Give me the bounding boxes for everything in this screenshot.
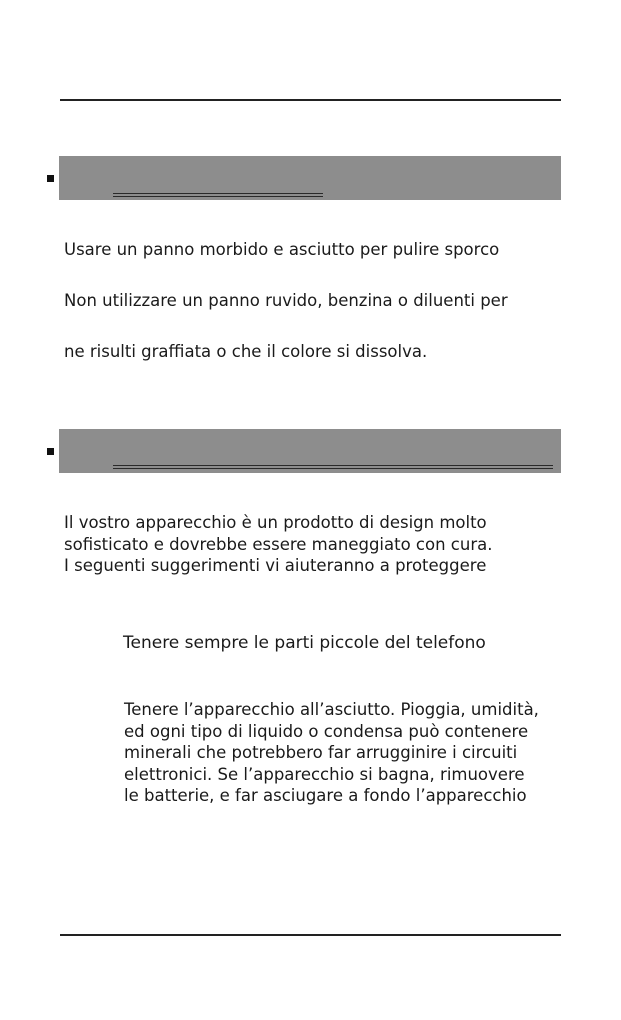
- keep-dry-line-2: ed ogni tipo di liquido o condensa può contenere: [124, 721, 529, 741]
- section-1-bullet: [47, 175, 54, 182]
- keep-dry-line-1: Tenere l’apparecchio all’asciutto. Pioggia, umidità,: [124, 700, 539, 719]
- section-1-line-2: Non utilizzare un panno ruvido, benzina o diluenti per: [64, 291, 508, 310]
- section-2-bullet: [47, 448, 54, 455]
- section-2-intro-paragraph: [64, 512, 492, 577]
- section-1-heading-underline: [113, 193, 323, 197]
- keep-dry-line-3: minerali che potrebbero far arrugginire i circuiti: [124, 743, 518, 762]
- section-1-line-1: Usare un panno morbido e asciutto per pulire sporco: [64, 240, 500, 259]
- bottom-rule: [60, 934, 561, 936]
- care-item-keep-dry: [124, 699, 539, 807]
- top-rule: [60, 99, 561, 101]
- section-2-heading-underline: [113, 465, 553, 469]
- keep-dry-line-5: le batterie, e far asciugare a fondo l’apparecchio: [124, 786, 527, 805]
- intro-line-1: Il vostro apparecchio è un prodotto di design molto: [64, 513, 487, 532]
- care-item-small-parts: Tenere sempre le parti piccole del telefono: [123, 633, 486, 653]
- keep-dry-line-4: elettronici. Se l’apparecchio si bagna, rimuovere: [124, 764, 525, 784]
- intro-line-3: I seguenti suggerimenti vi aiuteranno a proteggere: [64, 556, 487, 575]
- section-1-line-3: ne risulti graffiata o che il colore si dissolva.: [64, 342, 428, 361]
- intro-line-2: sofisticato e dovrebbe essere maneggiato con cura.: [64, 534, 493, 554]
